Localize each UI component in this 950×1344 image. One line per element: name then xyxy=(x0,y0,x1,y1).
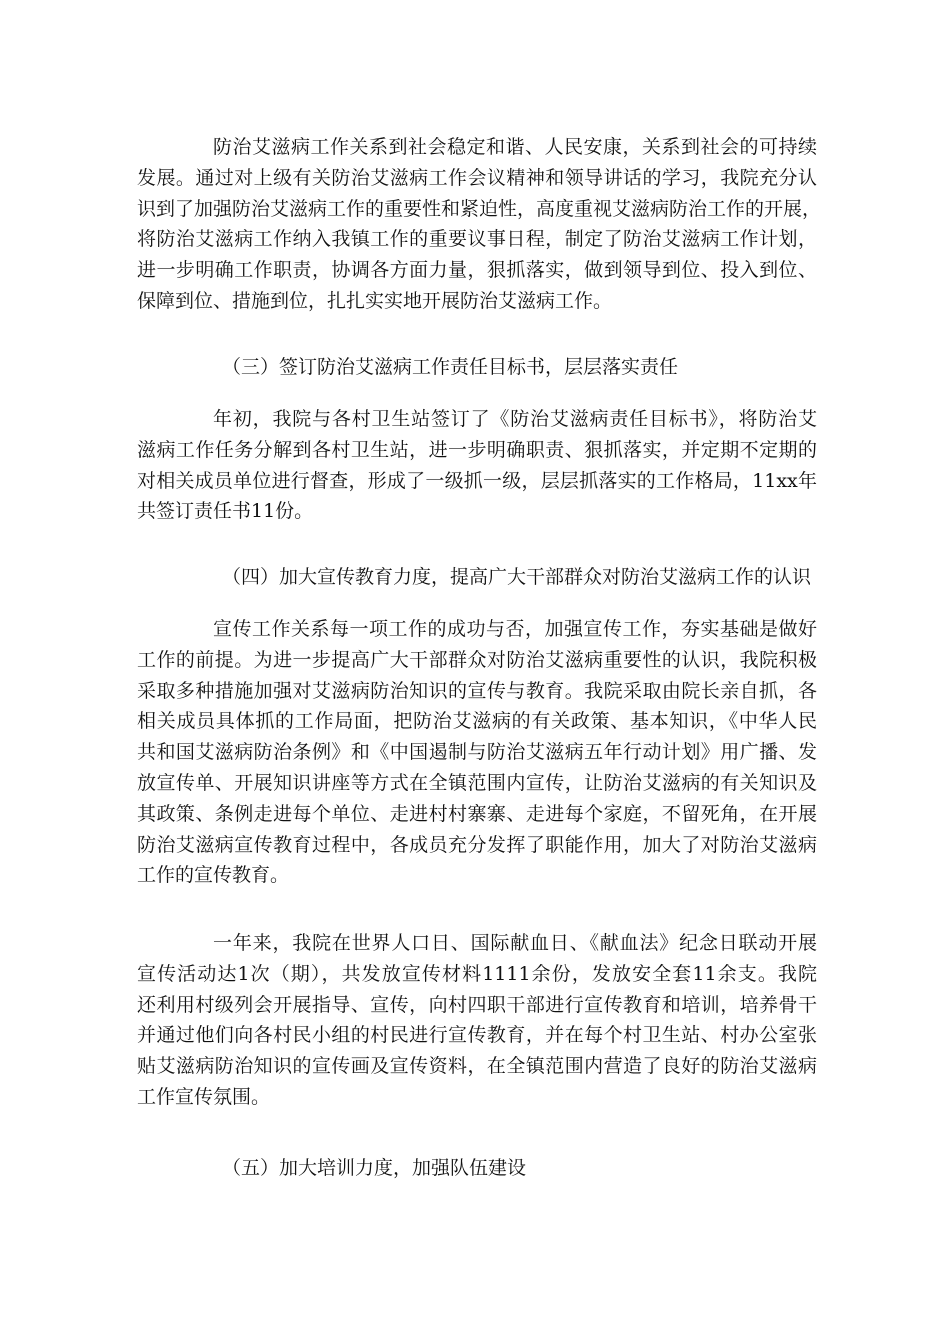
text-line: 年初，我院与各村卫生站签订了《防治艾滋病责任目标书》，将防治艾 xyxy=(213,408,817,430)
text-line: 工作的宣传教育。 xyxy=(137,864,290,887)
text-line: 对相关成员单位进行督查，形成了一级抓一级，层层抓落实的工作格局，11xx年 xyxy=(137,469,817,492)
text-line: 共签订责任书11份。 xyxy=(137,500,314,523)
text-line: 其政策、条例走进每个单位、走进村村寨寨、走进每个家庭，不留死角，在开展 xyxy=(137,802,817,825)
section-heading-4: （四）加大宣传教育力度，提高广大干部群众对防治艾滋病工作的认识 xyxy=(222,566,812,588)
text-line: 滋病工作任务分解到各村卫生站，进一步明确职责、狠抓落实，并定期不定期的 xyxy=(137,438,817,461)
section-heading-5: （五）加大培训力度，加强队伍建设 xyxy=(222,1157,527,1179)
text-line: 进一步明确工作职责，协调各方面力量，狠抓落实，做到领导到位、投入到位、 xyxy=(137,259,817,282)
paragraph-responsibility xyxy=(137,404,817,527)
text-line: 宣传工作关系每一项工作的成功与否，加强宣传工作，夯实基础是做好 xyxy=(213,618,817,640)
text-line: 采取多种措施加强对艾滋病防治知识的宣传与教育。我院采取由院长亲自抓，各 xyxy=(137,679,817,702)
text-line: 一年来，我院在世界人口日、国际献血日、《献血法》纪念日联动开展 xyxy=(213,932,817,954)
text-line: 发展。通过对上级有关防治艾滋病工作会议精神和领导讲话的学习，我院充分认 xyxy=(137,166,817,189)
text-line: 工作宣传氛围。 xyxy=(137,1085,271,1108)
text-line: 相关成员具体抓的工作局面，把防治艾滋病的有关政策、基本知识，《中华人民 xyxy=(137,710,817,733)
section-heading-3: （三）签订防治艾滋病工作责任目标书，层层落实责任 xyxy=(222,356,679,378)
text-line: 防治艾滋病工作关系到社会稳定和谐、人民安康，关系到社会的可持续 xyxy=(213,136,817,158)
text-line: 并通过他们向各村民小组的村民进行宣传教育，并在每个村卫生站、村办公室张 xyxy=(137,1024,817,1047)
text-line: 宣传活动达1次（期），共发放宣传材料1111余份，发放安全套11余支。我院 xyxy=(137,962,817,985)
text-line: 防治艾滋病宣传教育过程中，各成员充分发挥了职能作用，加大了对防治艾滋病 xyxy=(137,833,817,856)
paragraph-importance xyxy=(137,132,822,317)
text-line: 将防治艾滋病工作纳入我镇工作的重要议事日程，制定了防治艾滋病工作计划， xyxy=(137,228,817,251)
paragraph-publicity xyxy=(137,614,817,891)
text-line: 贴艾滋病防治知识的宣传画及宣传资料，在全镇范围内营造了良好的防治艾滋病 xyxy=(137,1055,817,1078)
paragraph-activities xyxy=(137,928,817,1113)
text-line: 放宣传单、开展知识讲座等方式在全镇范围内宣传，让防治艾滋病的有关知识及 xyxy=(137,771,817,794)
text-line: 共和国艾滋病防治条例》和《中国遏制与防治艾滋病五年行动计划》用广播、发 xyxy=(137,741,817,764)
text-line: 保障到位、措施到位，扎扎实实地开展防治艾滋病工作。 xyxy=(137,289,613,312)
text-line: 工作的前提。为进一步提高广大干部群众对防治艾滋病重要性的认识，我院积极 xyxy=(137,648,817,671)
text-line: 还利用村级列会开展指导、宣传，向村四职干部进行宣传教育和培训，培养骨干 xyxy=(137,993,817,1016)
text-line: 识到了加强防治艾滋病工作的重要性和紧迫性，高度重视艾滋病防治工作的开展， xyxy=(137,197,822,220)
